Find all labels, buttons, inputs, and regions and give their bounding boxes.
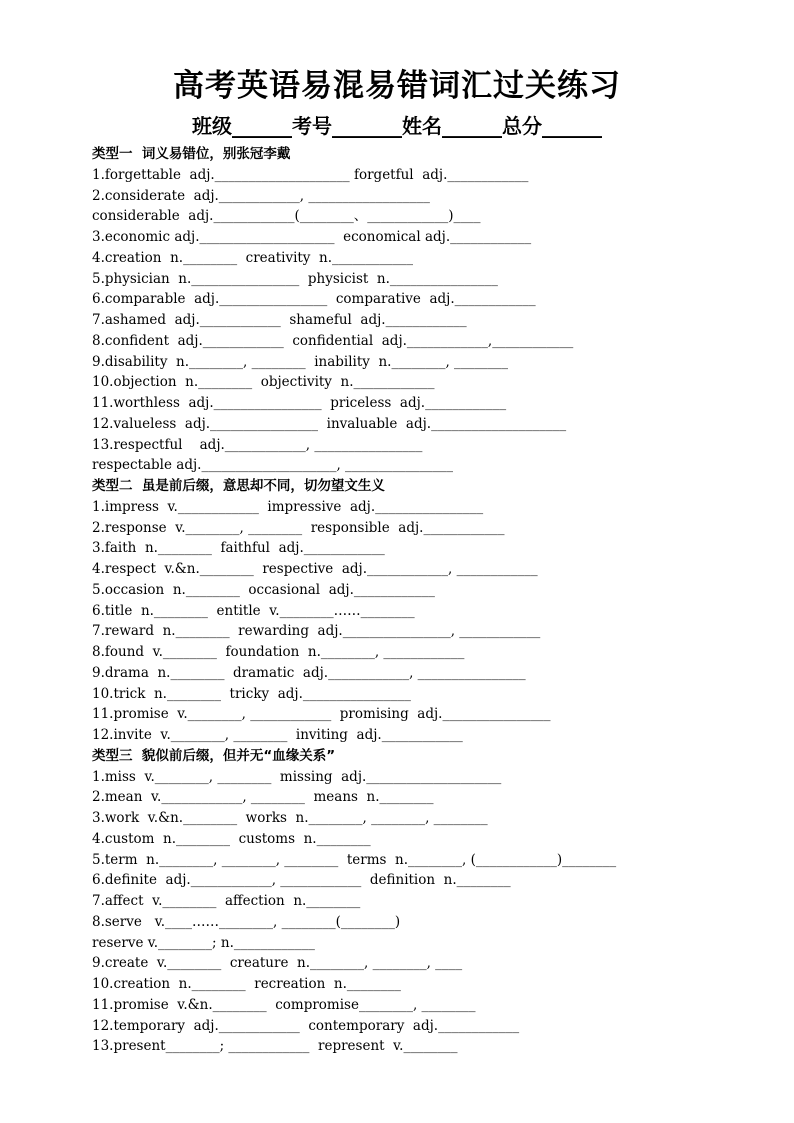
section-heading: 类型二 虽是前后缀，意思却不同，切勿望文生义 bbox=[92, 478, 385, 494]
exercise-line: 7.ashamed adj.____________ shameful adj.____________ bbox=[92, 312, 467, 328]
exercise-line: 8.confident adj.____________ confidential adj.____________,____________ bbox=[92, 332, 574, 349]
exercise-line: 10.creation n.________ recreation n.________ bbox=[92, 976, 401, 992]
exercise-line: 13.respectful adj.____________, ________________ bbox=[92, 436, 423, 453]
exercise-line: 11.worthless adj.________________ priceless adj.____________ bbox=[92, 395, 507, 411]
exercise-line: considerable adj.____________(________、____________)____ bbox=[92, 208, 481, 225]
exercise-line: 10.trick n.________ tricky adj.________________ bbox=[92, 685, 411, 702]
exercise-line: 3.work v.&n.________ works n.________, ________, ________ bbox=[92, 810, 488, 826]
exercise-line: 9.create v.________ creature n.________, ________, ____ bbox=[92, 955, 463, 972]
exercise-list bbox=[92, 144, 772, 1057]
exercise-line: 6.definite adj.____________, ____________ definition n.________ bbox=[92, 872, 511, 889]
exercise-line: reserve v.________; n.____________ bbox=[92, 934, 315, 951]
exercise-line: 9.disability n.________, ________ inability n.________, ________ bbox=[92, 353, 509, 370]
section-heading: 类型一 词义易错位，别张冠李戴 bbox=[92, 146, 291, 162]
exercise-line: 4.respect v.&n.________ respective adj.____________, ____________ bbox=[92, 561, 538, 577]
exercise-line: 2.considerate adj.____________, __________________ bbox=[92, 187, 430, 204]
exercise-line: 5.term n.________, ________, ________ terms n.________, (____________)________ bbox=[92, 851, 617, 868]
exercise-line: 5.physician n.________________ physicist n.________________ bbox=[92, 270, 498, 287]
exercise-line: 2.mean v.____________, ________ means n.________ bbox=[92, 789, 434, 806]
exercise-line: 1.forgettable adj.____________________ forgetful adj.____________ bbox=[92, 166, 529, 183]
exercise-line: 9.drama n.________ dramatic adj.____________, ________________ bbox=[92, 664, 526, 681]
exercise-line: 2.response v.________, ________ responsible adj.____________ bbox=[92, 519, 505, 536]
exercise-line: 7.reward n.________ rewarding adj.________________, ____________ bbox=[92, 623, 541, 640]
exercise-line: 6.title n.________ entitle v.________……________ bbox=[92, 602, 415, 619]
exercise-line: 1.miss v.________, ________ missing adj.____________________ bbox=[92, 768, 502, 785]
exercise-line: 5.occasion n.________ occasional adj.____________ bbox=[92, 581, 435, 598]
exercise-line: 10.objection n.________ objectivity n.____________ bbox=[92, 374, 435, 391]
exercise-line: 3.faith n.________ faithful adj.____________ bbox=[92, 540, 385, 557]
exercise-line: 7.affect v.________ affection n.________ bbox=[92, 893, 361, 909]
exercise-line: 11.promise v.________, ____________ promising adj.________________ bbox=[92, 706, 551, 723]
student-info-line: 班级______考号_______姓名______总分______ bbox=[192, 114, 602, 138]
exercise-line: respectable adj.____________________, ________________ bbox=[92, 457, 454, 474]
exercise-line: 6.comparable adj.________________ comparative adj.____________ bbox=[92, 291, 536, 308]
exercise-line: 12.valueless adj.________________ invaluable adj.____________________ bbox=[92, 415, 567, 432]
exercise-line: 1.impress v.____________ impressive adj.________________ bbox=[92, 498, 484, 515]
exercise-line: 12.temporary adj.____________ contemporary adj.____________ bbox=[92, 1017, 520, 1034]
exercise-line: 8.serve v.____……________, ________(________) bbox=[92, 913, 401, 930]
exercise-line: 8.found v.________ foundation n.________, ____________ bbox=[92, 644, 465, 660]
exercise-line: 4.creation n.________ creativity n.____________ bbox=[92, 249, 414, 266]
exercise-line: 13.present________; ____________ represent v.________ bbox=[92, 1038, 458, 1055]
exercise-line: 3.economic adj.____________________ economical adj.____________ bbox=[92, 229, 532, 245]
exercise-line: 12.invite v.________, ________ inviting adj.____________ bbox=[92, 727, 463, 743]
section-heading: 类型三 貌似前后缀，但并无“血缘关系” bbox=[92, 747, 336, 764]
exercise-line: 11.promise v.&n.________ compromise________, ________ bbox=[92, 996, 476, 1013]
exercise-line: 4.custom n.________ customs n.________ bbox=[92, 830, 371, 847]
page-title: 高考英语易混易错词汇过关练习 bbox=[173, 68, 621, 104]
